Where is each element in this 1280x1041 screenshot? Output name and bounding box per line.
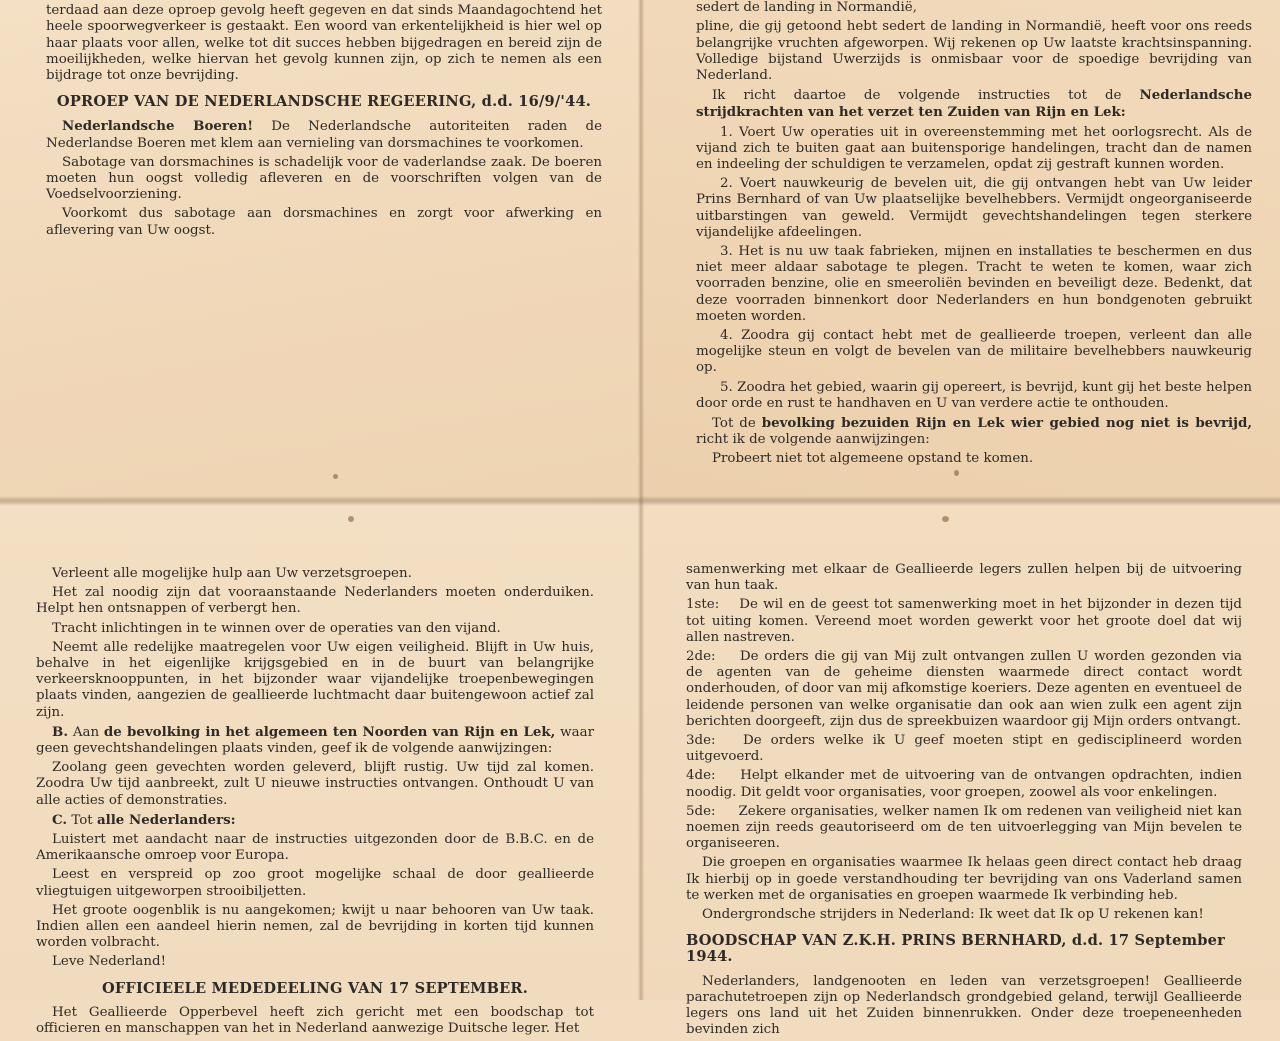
section-c: C. Tot alle Nederlanders: — [36, 812, 594, 829]
page-bottom-left — [0, 500, 640, 1000]
fighters-paragraph: Ondergrondsche strijders in Nederland: Ik weet dat Ik op U rekenen kan! — [686, 907, 1242, 923]
section-c-text: Leest en verspreid op zoo groot mogelijke schaal de door geallieerde vliegtuigen uitgeworpen strooibiljetten. — [36, 867, 594, 899]
official-announcement-heading: OFFICIEELE MEDEDEELING VAN 17 SEPTEMBER. — [36, 981, 594, 997]
intro-paragraph: pline, die gij getoond hebt sedert de landing in Normandië, heeft voor ons reeds belangrijke vruchten afgeworpen. Wij rekenen op Uw laatste krachtsinspanning. Volledige bijstand Uwerzijds is onmisbaar voor de spoedige bevrijding van Nederland. — [696, 19, 1252, 84]
ink-spot — [954, 470, 959, 476]
section-b: B. Aan de bevolking in het algemeen ten Noorden van Rijn en Lek, waar geen gevechtshandelingen plaats vinden, geef ik de volgende aanwijzingen: — [36, 724, 594, 757]
column-bottom-left — [36, 566, 594, 1040]
horizontal-fold — [0, 496, 1280, 506]
groups-paragraph: Die groepen en organisaties waarmee Ik helaas geen direct contact heb draag Ik hierbij op in goede verstandhouding ter bevrijding van ons Vaderland samen te werken met de organisaties en groepen waarmede Ik verbinding heb. — [686, 855, 1242, 904]
population-paragraph: Tot de bevolking bezuiden Rijn en Lek wier gebied nog niet is bevrijd, richt ik de volgende aanwijzingen: — [696, 415, 1252, 448]
safety-paragraph: Neemt alle redelijke maatregelen voor Uw eigen veiligheid. Blijft in Uw huis, behalve in het eigenlijke krijgsgebied en in de buurt van belangrijke verkeersknooppunten, in het bijzonder waar vijandelijke troepenbewegingen plaats vinden, aangezien de geallieerde luchtmacht daar buitengewoon actief zal zijn. — [36, 640, 594, 721]
point-item: 1ste: De wil en de geest tot samenwerking moet in het bijzonder in dezen tijd tot uiting komen. Vereend moet worden gewerkt voor het groote doel dat wij allen nastreven. — [686, 597, 1242, 646]
intro-paragraph: samenwerking met elkaar de Geallieerde legers zullen helpen bij de uitvoering van hun taak. — [686, 562, 1242, 594]
farmers-lead: Nederlandsche Boeren! — [62, 118, 253, 134]
ink-spot — [348, 516, 354, 522]
final-paragraph: Het Geallieerde Opperbevel heeft zich gericht met een boodschap tot officieren en manschappen van het in Nederland aanwezige Duitsche leger. Het — [36, 1005, 594, 1037]
resistance-forces: Nederlandsche strijdkrachten van het verzet ten Zuiden van Rijn en Lek: — [696, 87, 1252, 120]
section-c-text: Het groote oogenblik is nu aangekomen; kwijt u naar behooren van Uw taak. Indien allen een aandeel hierin nemen, zal de bevrijding in korten tijd kunnen worden volbracht. — [36, 903, 594, 952]
instruction-item: 3. Het is nu uw taak fabrieken, mijnen en installaties te beschermen en dus niet meer aldaar sabotage te plegen. Tracht te weten te komen, waar zich voorraden benzine, olie en smeeroliën bevinden en beveiligt deze. Bedenkt, dat deze voorraden binnenkort door Nederlanders en hun bondgenoten gebruikt moeten worden. — [696, 244, 1252, 325]
point-item: 4de: Helpt elkander met de uitvoering van de ontvangen opdrachten, indien noodig. Dit geldt voor organisaties, voor groepen, zoowel als voor enkelingen. — [686, 768, 1242, 800]
column-top-left — [46, 0, 602, 242]
sabotage-paragraph: Sabotage van dorsmachines is schadelijk voor de vaderlandse zaak. De boeren moeten hun oogst volledig afleveren en de voorschriften volgen van de Voedselvoorziening. — [46, 155, 602, 204]
instructions-paragraph: Ik richt daartoe de volgende instructies tot de Nederlandsche strijdkrachten van het verzet ten Zuiden van Rijn en Lek: — [696, 87, 1252, 121]
page-top-left — [0, 0, 640, 500]
point-item: 3de: De orders welke ik U geef moeten stipt en gedisciplineerd worden uitgevoerd. — [686, 733, 1242, 765]
last-paragraph: Nederlanders, landgenooten en leden van verzetsgroepen! Geallieerde parachutetroepen zijn op Nederlandsch grondgebied geland, terwijl Geallieerde legers ons land uit het Zuiden binnenrukken. Onder deze troepeneenheden bevinden zich — [686, 974, 1242, 1039]
government-appeal-heading: OPROEP VAN DE NEDERLANDSCHE REGEERING, d.d. 16/9/'44. — [46, 94, 602, 110]
section-c-text: Luistert met aandacht naar de instructies uitgezonden door de B.B.C. en de Amerikaansche omroep voor Europa. — [36, 832, 594, 864]
last-paragraph: Probeert niet tot algemeene opstand te komen. — [696, 451, 1252, 467]
prevent-paragraph: Voorkomt dus sabotage aan dorsmachines en zorgt voor afwerking en aflevering van Uw oogst. — [46, 206, 602, 238]
population-south: bevolking bezuiden Rijn en Lek wier gebied nog niet is bevrijd, — [762, 415, 1252, 431]
farmers-paragraph: Nederlandsche Boeren! De Nederlandsche autoriteiten raden de Nederlandse Boeren met klem aan vernieling van dorsmachines te voorkomen. — [46, 118, 602, 151]
instruction-item: 1. Voert Uw operaties uit in overeenstemming met het oorlogsrecht. Als de vijand zich te buiten gaat aan buitensporige handelingen, tracht dan de namen en indeeling der schuldigen te verzamelen, opdat zij gestraft kunnen worden. — [696, 125, 1252, 174]
ink-spot — [942, 516, 949, 522]
prince-message-heading: BOODSCHAP VAN Z.K.H. PRINS BERNHARD, d.d. 17 September 1944. — [686, 933, 1242, 965]
page-bottom-right — [640, 500, 1280, 1000]
instruction-item: 4. Zoodra gij contact hebt met de geallieerde troepen, verleent dan alle mogelijke steun en volgt de bevelen van de militaire bevelhebbers nauwkeurig op. — [696, 328, 1252, 377]
column-top-right — [696, 0, 1252, 471]
long-live: Leve Nederland! — [36, 954, 594, 970]
cut-line: sedert de landing in Normandië, — [696, 0, 1252, 16]
hide-paragraph: Het zal noodig zijn dat vooraanstaande Nederlanders moeten onderduiken. Helpt hen ontsnappen of verbergt hen. — [36, 585, 594, 617]
instruction-item: 5. Zoodra het gebied, waarin gij opereert, is bevrijd, kunt gij het beste helpen door orde en rust te handhaven en U van verdere actie te onthouden. — [696, 380, 1252, 412]
ink-spot — [333, 474, 338, 479]
help-paragraph: Verleent alle mogelijke hulp aan Uw verzetsgroepen. — [36, 566, 594, 582]
point-item: 5de: Zekere organisaties, welker namen Ik om redenen van veiligheid niet kan noemen zijn reeds geautoriseerd om de ten uitvoerlegging van Mijn bevelen te organiseeren. — [686, 804, 1242, 853]
intel-paragraph: Tracht inlichtingen in te winnen over de operaties van den vijand. — [36, 621, 594, 637]
intro-paragraph: terdaad aan deze oproep gevolg heeft gegeven en dat sinds Maandagochtend het heele spoorwegverkeer is gestaakt. Een woord van erkentelijkheid is hier wel op haar plaats voor allen, welke tot dit succes hebben bijgedragen en bereid zijn de moeilijkheden, welke hiervan het gevolg kunnen zijn, op zich te nemen als een bijdrage tot onze bevrijding. — [46, 3, 602, 84]
point-item: 2de: De orders die gij van Mij zult ontvangen zullen U worden gezonden via de agenten van de geheime diensten waarmede direct contact wordt onderhouden, of door van mij afkomstige koeriers. Deze agenten en eventueel de leidende personen van welke organisatie dan ook aan wien zulk een agent zijn berichten doorgeeft, zijn dus de spreekbuizen waardoor gij Mijn orders ontvangt. — [686, 649, 1242, 730]
instruction-item: 2. Voert nauwkeurig de bevelen uit, die gij ontvangen hebt van Uw leider Prins Bernhard of van Uw plaatselijke bevelhebbers. Vermijdt ongeorganiseerde uitbarstingen van geweld. Vermijdt gevechtshandelingen tegen sterkere vijandelijke afdeelingen. — [696, 176, 1252, 241]
page-top-right — [640, 0, 1280, 500]
section-b-text: Zoolang geen gevechten worden geleverd, blijft rustig. Uw tijd zal komen. Zoodra Uw tijd aanbreekt, zult U nieuwe instructies ontvangen. Onthoudt U van alle acties of demonstraties. — [36, 760, 594, 809]
column-bottom-right — [686, 562, 1242, 1041]
